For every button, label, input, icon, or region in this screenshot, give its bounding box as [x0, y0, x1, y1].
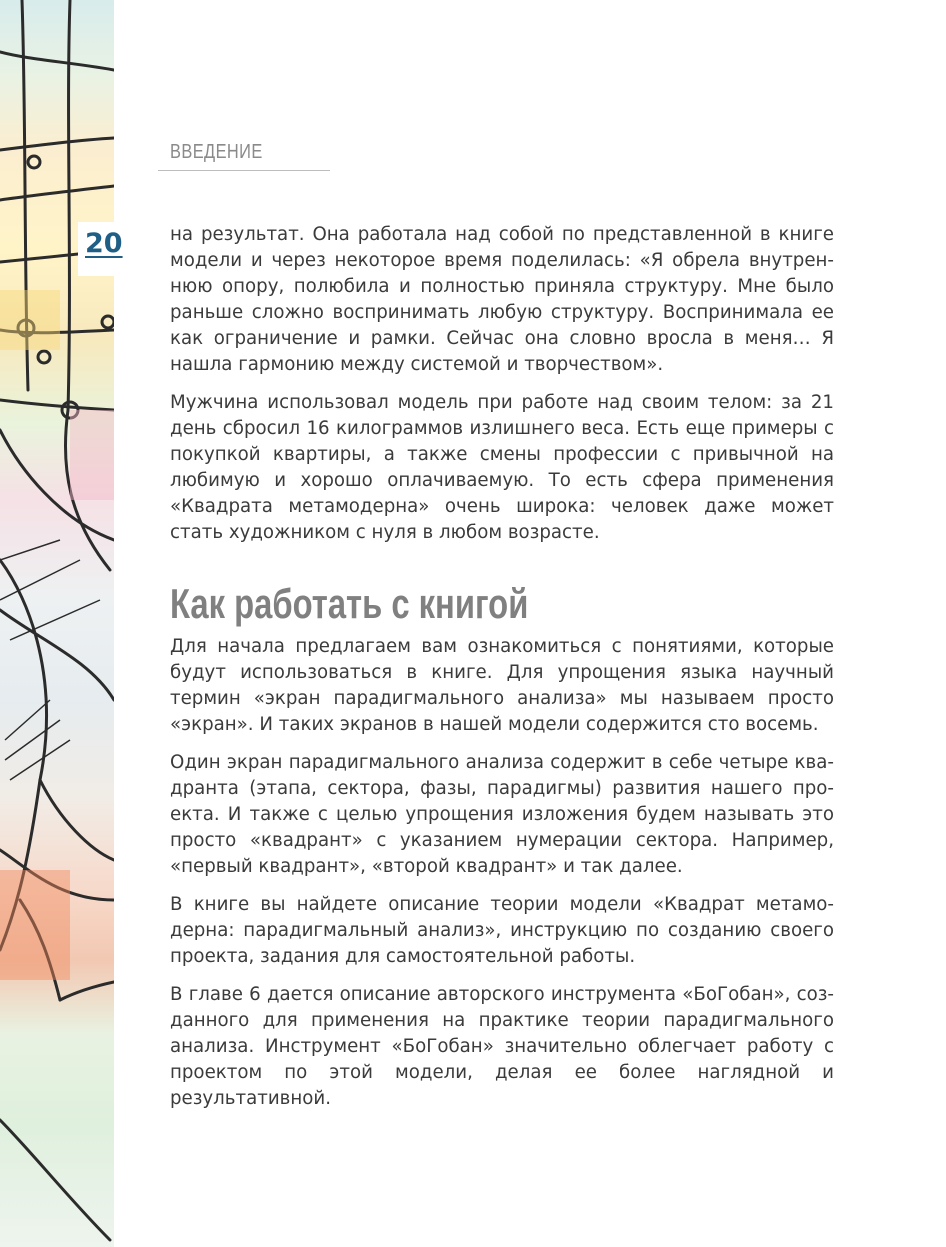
paragraph: В книге вы найдете описание теории модели «Квадрат метамодерна: парадигмальный анализ», инструкцию по созданию своего проекта, задания для самостоятельной работы. [170, 894, 834, 967]
page-number: 20 [85, 228, 123, 259]
paragraph: на результат. Она работала над собой по представленной в книге модели и через некоторое время поделилась: «Я обрела внутреннюю опору, полюбила и полностью приняла структуру. Мне было раньше сложно воспринимать любую структуру. Воспринимала ее как ограничение и рамки. Сейчас она словно вросла в меня… Я нашла гармонию между системой и творчеством». [170, 224, 834, 375]
decorative-sketch-illustration [0, 0, 114, 1247]
decorative-art-strip [0, 0, 114, 1247]
page-content [170, 222, 834, 1124]
paragraph: Мужчина использовал модель при работе над своим телом: за 21 день сбросил 16 килограммов излишнего веса. Есть еще примеры с покупкой квартиры, а также смены профессии с привычной на любимую и хорошо оплачиваемую. То есть сфера применения «Квадрата метамодерна» очень широка: человек даже может стать художником с нуля в любом возрасте. [170, 392, 834, 543]
section-heading: Как работать с книгой [170, 580, 529, 627]
section-label: ВВЕДЕНИЕ [170, 141, 263, 163]
section-divider [158, 170, 330, 171]
paragraph: В главе 6 дается описание авторского инструмента «БоГобан», созданного для применения на практике теории парадигмального анализа. Инструмент «БоГобан» значительно облегчает работу с проектом по этой модели, делая ее более наглядной и результативной. [170, 984, 834, 1109]
paragraph: Один экран парадигмального анализа содержит в себе четыре квадранта (этапа, сектора, фазы, парадигмы) развития нашего проекта. И также с целью упрощения изложения будем называть это просто «квадрант» с указанием нумерации сектора. Например, «первый квадрант», «второй квадрант» и так далее. [170, 752, 834, 877]
paragraph: Для начала предлагаем вам ознакомиться с понятиями, которые будут использоваться в книге. Для упрощения языка научный термин «экран парадигмального анализа» мы называем просто «экран». И таких экранов в нашей модели содержится сто восемь. [170, 636, 834, 735]
